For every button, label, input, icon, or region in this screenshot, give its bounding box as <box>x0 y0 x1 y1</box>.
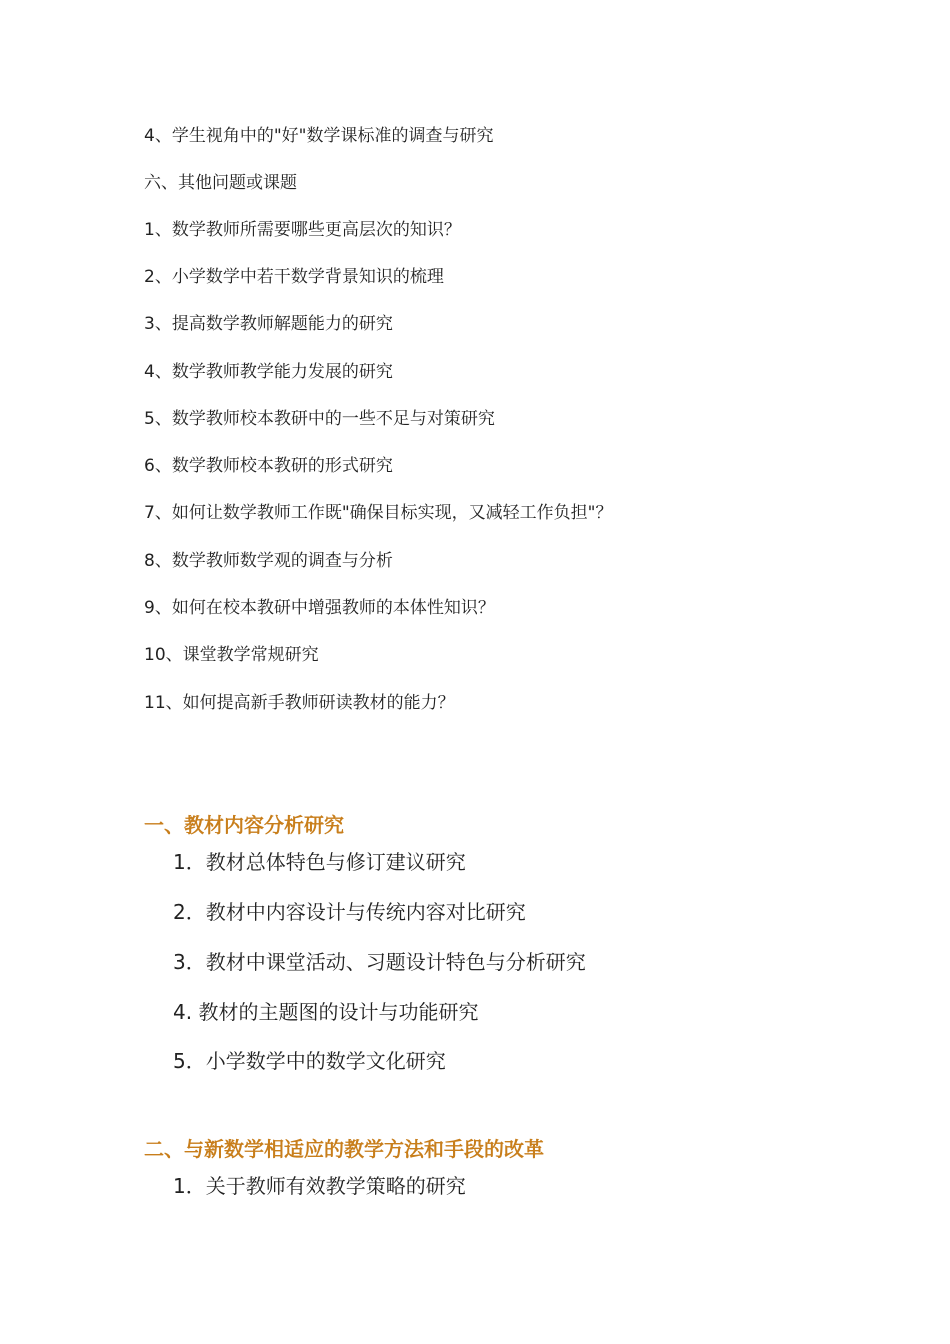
section1-item: 5．小学数学中的数学文化研究 <box>173 1049 446 1073</box>
list-item: 8、数学教师数学观的调查与分析 <box>144 551 393 571</box>
section2-item: 1．关于教师有效教学策略的研究 <box>173 1174 466 1198</box>
list-item: 3、提高数学教师解题能力的研究 <box>144 314 393 334</box>
list-item: 7、如何让数学教师工作既"确保目标实现，又减轻工作负担"？ <box>144 503 613 523</box>
list-item: 5、数学教师校本教研中的一些不足与对策研究 <box>144 409 495 429</box>
section-heading-teaching-methods: 二、与新数学相适应的教学方法和手段的改革 <box>144 1137 544 1161</box>
list-item: 4、数学教师教学能力发展的研究 <box>144 362 393 382</box>
list-item: 10、课堂教学常规研究 <box>144 645 319 665</box>
list-item: 4、学生视角中的"好"数学课标准的调查与研究 <box>144 126 494 146</box>
section-heading-textbook-analysis: 一、教材内容分析研究 <box>144 813 344 837</box>
section1-item: 2．教材中内容设计与传统内容对比研究 <box>173 900 526 924</box>
section1-item: 4. 教材的主题图的设计与功能研究 <box>173 1000 479 1024</box>
section1-item: 1．教材总体特色与修订建议研究 <box>173 850 466 874</box>
list-item: 11、如何提高新手教师研读教材的能力？ <box>144 693 455 713</box>
section-title-other: 六、其他问题或课题 <box>144 173 297 193</box>
list-item: 2、小学数学中若干数学背景知识的梳理 <box>144 267 444 287</box>
list-item: 6、数学教师校本教研的形式研究 <box>144 456 393 476</box>
list-item: 1、数学教师所需要哪些更高层次的知识？ <box>144 220 461 240</box>
section1-item: 3．教材中课堂活动、习题设计特色与分析研究 <box>173 950 586 974</box>
list-item: 9、如何在校本教研中增强教师的本体性知识？ <box>144 598 495 618</box>
